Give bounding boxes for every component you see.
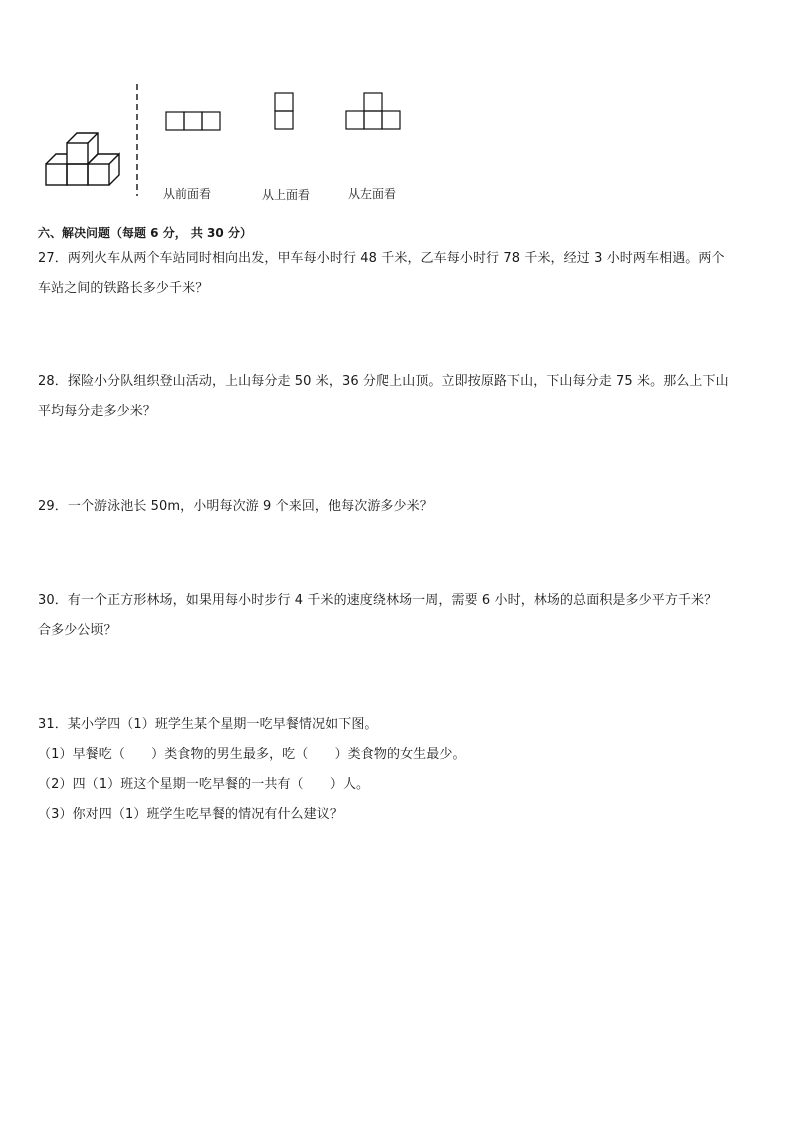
left-view-grid (346, 93, 400, 129)
section-title: 六、解决问题（每题 6 分， 共 30 分） (38, 226, 252, 240)
question-line: （2）四（1）班这个星期一吃早餐的一共有（ ）人。 (38, 777, 370, 792)
question-30 (38, 586, 760, 646)
question-line: （3）你对四（1）班学生吃早餐的情况有什么建议？ (38, 807, 343, 822)
question-line: 31．某小学四（1）班学生某个星期一吃早餐情况如下图。 (38, 717, 378, 732)
left-view-label: 从左面看 (348, 187, 397, 201)
cube-drawings (0, 0, 794, 210)
question-line: 平均每分走多少米？ (38, 404, 156, 419)
question-line: （1）早餐吃（ ）类食物的男生最多，吃（ ）类食物的女生最少。 (38, 747, 466, 762)
question-31 (38, 710, 760, 830)
question-28 (38, 367, 760, 427)
question-line: 30．有一个正方形林场，如果用每小时步行 4 千米的速度绕林场一周，需要 6 小时，林场的总面积是多少平方千米？ (38, 593, 718, 608)
question-line: 合多少公顷？ (38, 623, 117, 638)
question-line: 29．一个游泳池长 50m，小明每次游 9 个来回，他每次游多少米？ (38, 499, 433, 514)
question-line: 27．两列火车从两个车站同时相向出发，甲车每小时行 48 千米，乙车每小时行 78 千米，经过 3 小时两车相遇。两个 (38, 251, 725, 266)
question-29 (38, 492, 760, 522)
three-view-figure (0, 0, 794, 210)
top-view-label: 从上面看 (262, 188, 311, 202)
question-line: 28．探险小分队组织登山活动，上山每分走 50 米，36 分爬上山顶。立即按原路下山，下山每分走 75 米。那么上下山 (38, 374, 729, 389)
isometric-cube-stack (46, 133, 119, 185)
front-view-grid (166, 112, 220, 130)
question-27 (38, 244, 760, 304)
question-line: 车站之间的铁路长多少千米？ (38, 281, 209, 296)
front-view-label: 从前面看 (163, 187, 212, 201)
top-view-grid (275, 93, 293, 129)
